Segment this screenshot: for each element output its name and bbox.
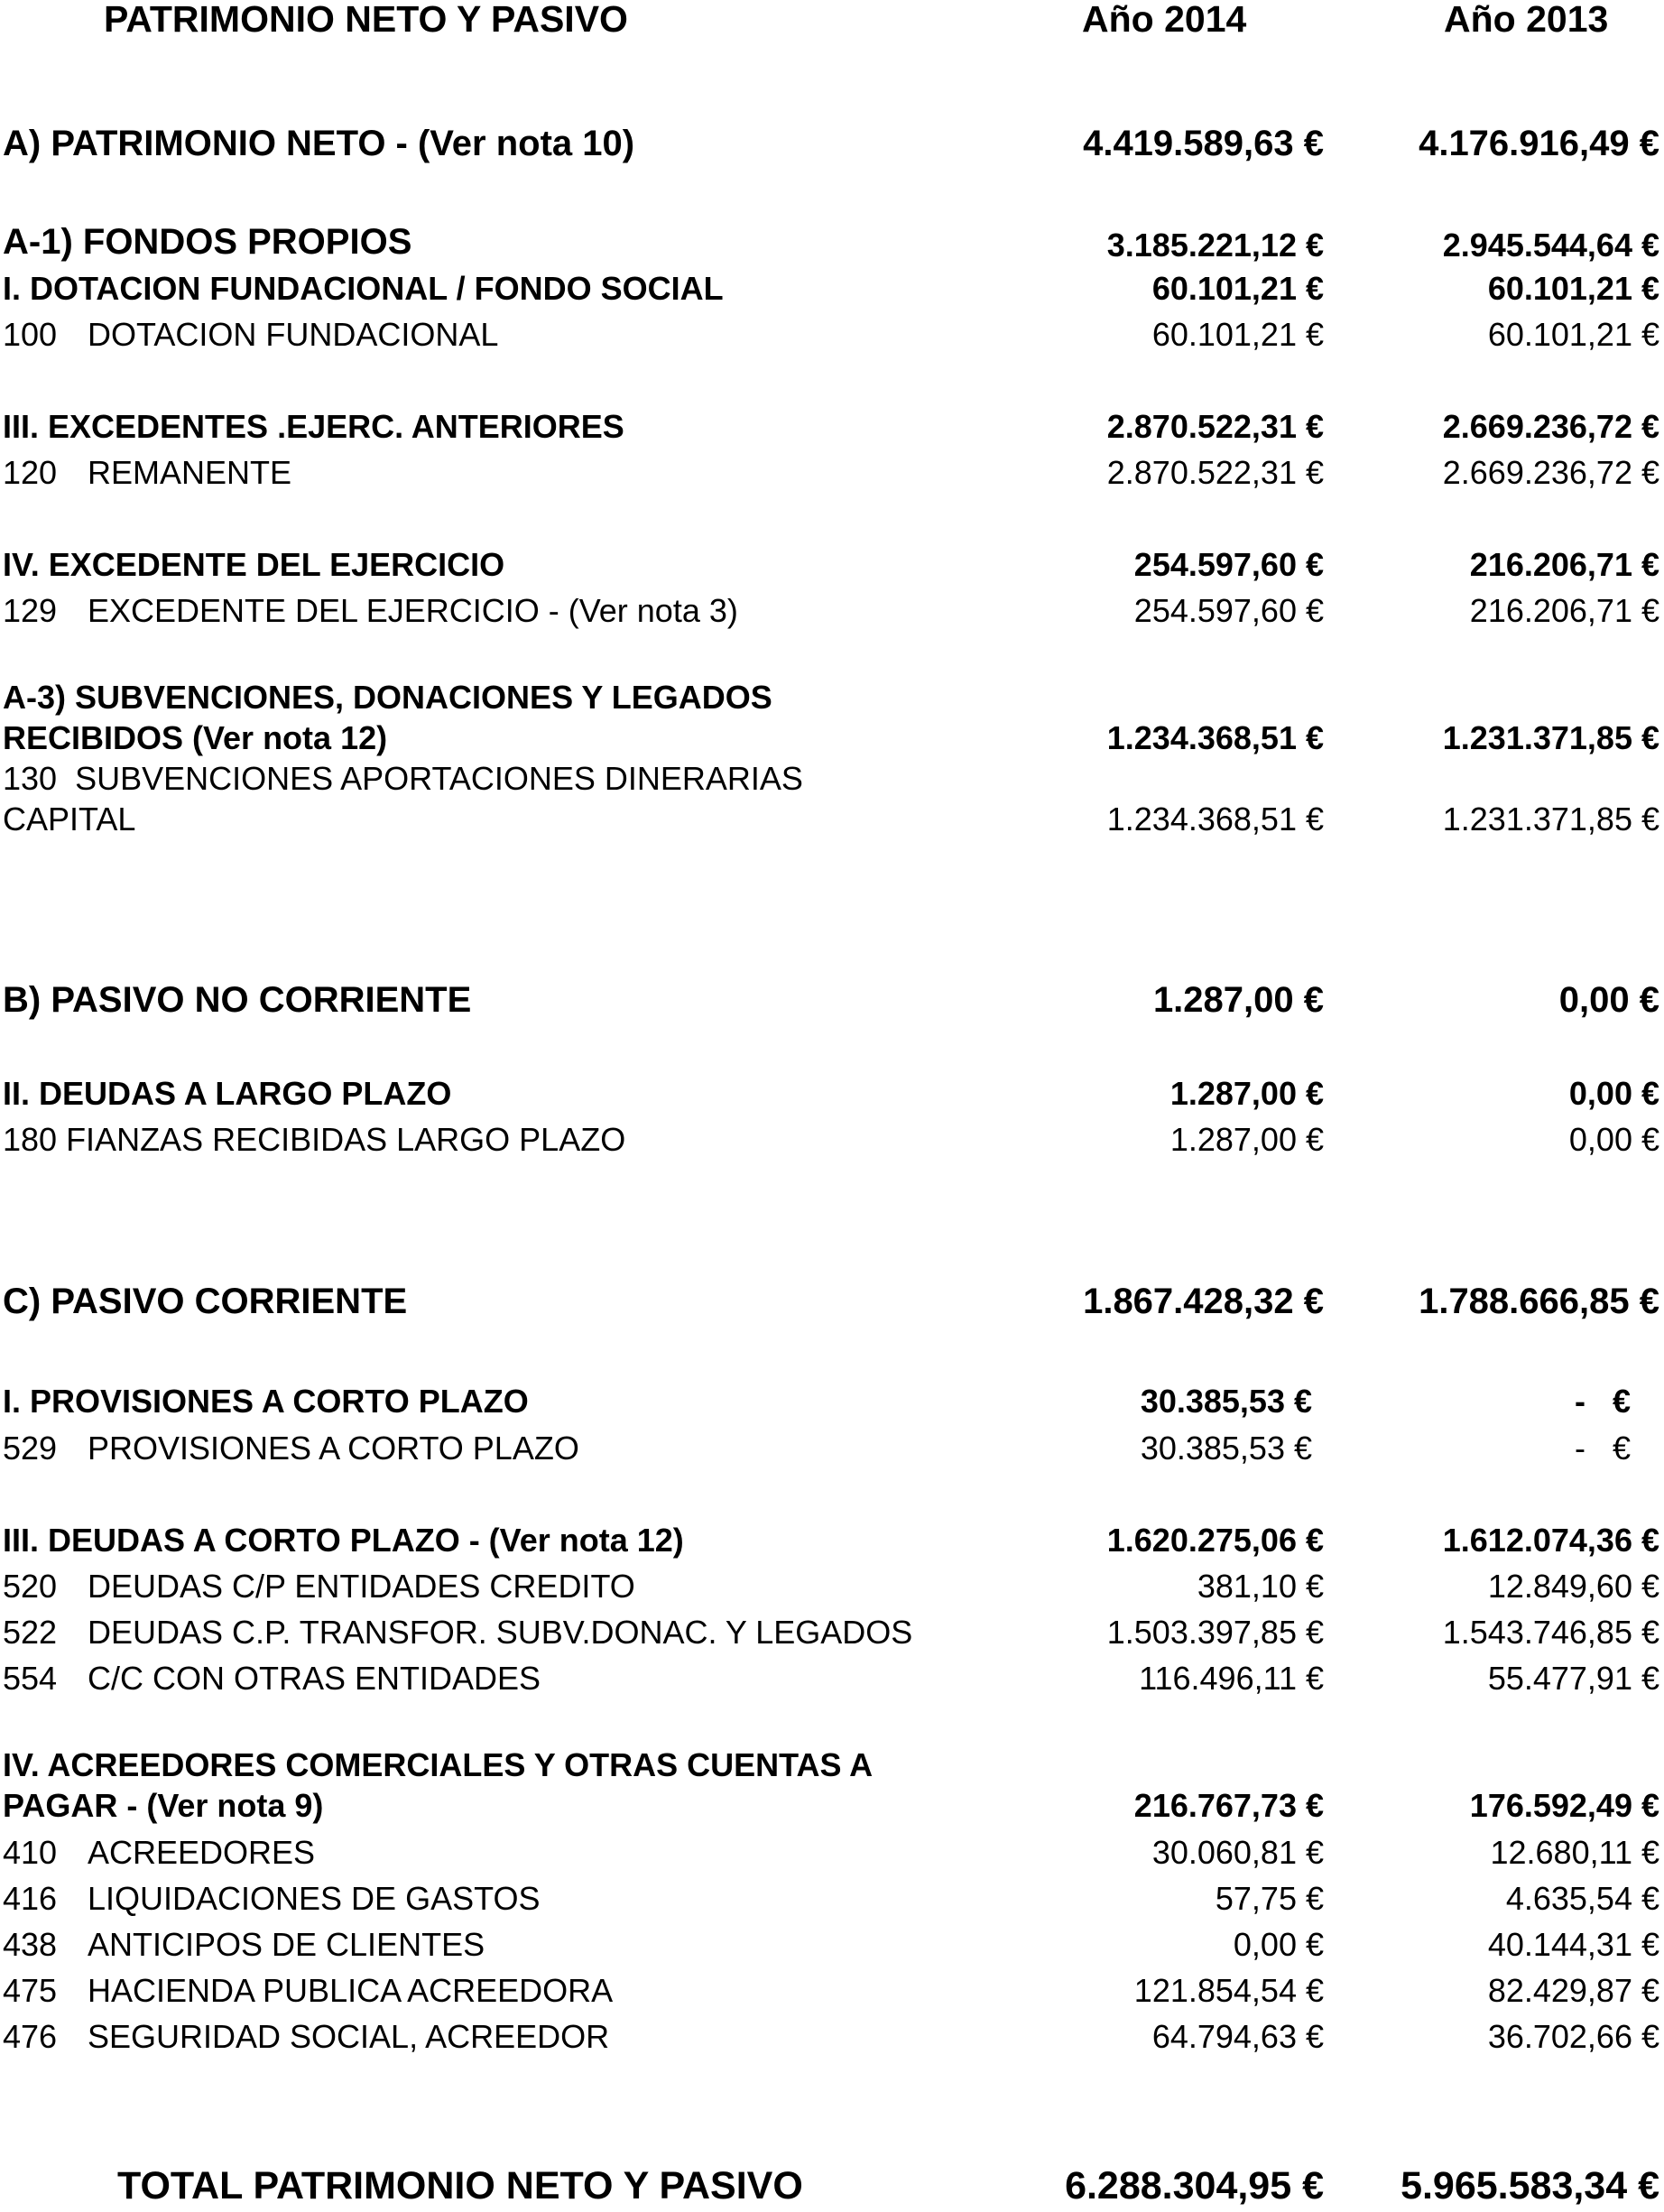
row-label-line2: PAGAR - (Ver nota 9)	[3, 1787, 324, 1824]
value-2014: 1.503.397,85 €	[1106, 1614, 1324, 1651]
value-2014: 3.185.221,12 €	[1106, 227, 1324, 264]
value-2013: 12.849,60 €	[1487, 1568, 1659, 1605]
account-code: 476	[3, 2018, 58, 2055]
account-label: DEUDAS C.P. TRANSFOR. SUBV.DONAC. Y LEGADOS	[88, 1614, 913, 1651]
value-2014: 60.101,21 €	[1151, 270, 1324, 307]
value-2014: 4.419.589,63 €	[1083, 124, 1324, 163]
value-2013: 4.635,54 €	[1505, 1880, 1659, 1917]
value-2014: 381,10 €	[1197, 1568, 1324, 1605]
value-2013: 1.788.666,85 €	[1419, 1282, 1659, 1321]
value-2014: 254.597,60 €	[1133, 546, 1324, 583]
value-2014: 1.234.368,51 €	[1106, 801, 1324, 838]
value-2014: 30.060,81 €	[1151, 1834, 1324, 1871]
value-2013: 2.669.236,72 €	[1442, 408, 1659, 445]
value-2014: 1.234.368,51 €	[1106, 719, 1324, 756]
value-2014: 1.620.275,06 €	[1106, 1522, 1324, 1559]
row-label: I. DOTACION FUNDACIONAL / FONDO SOCIAL	[3, 270, 724, 307]
value-2014: 1.287,00 €	[1169, 1075, 1324, 1112]
row-label: A) PATRIMONIO NETO - (Ver nota 10)	[3, 124, 635, 163]
value-2013: 216.206,71 €	[1469, 546, 1659, 583]
value-2013: 60.101,21 €	[1487, 316, 1659, 353]
total-value-2013: 5.965.583,34 €	[1401, 2164, 1659, 2207]
row-label-line1: IV. ACREEDORES COMERCIALES Y OTRAS CUENTAS A	[3, 1746, 874, 1783]
row-label: II. DEUDAS A LARGO PLAZO	[3, 1075, 452, 1112]
value-2013: 55.477,91 €	[1487, 1660, 1659, 1697]
value-2013: 1.612.074,36 €	[1442, 1522, 1659, 1559]
value-2013: 4.176.916,49 €	[1419, 124, 1659, 163]
value-2013: 216.206,71 €	[1469, 592, 1659, 629]
value-2014: 1.867.428,32 €	[1083, 1282, 1324, 1321]
value-2014: 116.496,11 €	[1139, 1660, 1324, 1697]
account-code: 475	[3, 1972, 58, 2009]
row-label-line2: RECIBIDOS (Ver nota 12)	[3, 719, 388, 756]
page-title: PATRIMONIO NETO Y PASIVO	[104, 0, 628, 40]
row-label: B) PASIVO NO CORRIENTE	[3, 980, 472, 1020]
account-code: 554	[3, 1660, 58, 1697]
value-2014: 57,75 €	[1215, 1880, 1324, 1917]
value-2013: 0,00 €	[1568, 1121, 1659, 1158]
value-2014: 216.767,73 €	[1133, 1787, 1324, 1824]
value-2014: 2.870.522,31 €	[1106, 408, 1324, 445]
column-header-2014: Año 2014	[1082, 0, 1247, 40]
value-2014: 121.854,54 €	[1133, 1972, 1324, 2009]
account-label-line2: CAPITAL	[3, 801, 136, 838]
account-label: PROVISIONES A CORTO PLAZO	[88, 1430, 579, 1467]
value-2013: 1.543.746,85 €	[1442, 1614, 1659, 1651]
account-label: DEUDAS C/P ENTIDADES CREDITO	[88, 1568, 635, 1605]
value-2013: - €	[1574, 1430, 1631, 1467]
value-2013: 0,00 €	[1558, 980, 1659, 1020]
account-label: C/C CON OTRAS ENTIDADES	[88, 1660, 541, 1697]
account-code: 416	[3, 1880, 58, 1917]
value-2014: 1.287,00 €	[1169, 1121, 1324, 1158]
value-2013: 40.144,31 €	[1487, 1926, 1659, 1963]
account-label-line1: 130 SUBVENCIONES APORTACIONES DINERARIAS	[3, 760, 803, 797]
account-label: HACIENDA PUBLICA ACREEDORA	[88, 1972, 614, 2009]
value-2013: 2.945.544,64 €	[1442, 227, 1659, 264]
value-2013: 1.231.371,85 €	[1442, 719, 1659, 756]
value-2013: 12.680,11 €	[1490, 1834, 1659, 1871]
row-label: IV. EXCEDENTE DEL EJERCICIO	[3, 546, 505, 583]
value-2014: 30.385,53 €	[1140, 1430, 1312, 1467]
value-2014: 30.385,53 €	[1140, 1383, 1312, 1420]
value-2013: 1.231.371,85 €	[1442, 801, 1659, 838]
account-code: 520	[3, 1568, 58, 1605]
row-label: A-1) FONDOS PROPIOS	[3, 222, 412, 262]
total-value-2014: 6.288.304,95 €	[1065, 2164, 1324, 2207]
value-2014: 1.287,00 €	[1152, 980, 1324, 1020]
account-code: 120	[3, 454, 58, 491]
account-code: 522	[3, 1614, 58, 1651]
total-label: TOTAL PATRIMONIO NETO Y PASIVO	[117, 2164, 803, 2207]
account-code: 100	[3, 316, 58, 353]
account-code: 529	[3, 1430, 58, 1467]
account-code: 438	[3, 1926, 58, 1963]
value-2013: 176.592,49 €	[1469, 1787, 1659, 1824]
account-label: EXCEDENTE DEL EJERCICIO - (Ver nota 3)	[88, 592, 738, 629]
value-2014: 254.597,60 €	[1133, 592, 1324, 629]
account-label: REMANENTE	[88, 454, 292, 491]
value-2014: 0,00 €	[1233, 1926, 1324, 1963]
value-2014: 60.101,21 €	[1151, 316, 1324, 353]
value-2013: 82.429,87 €	[1487, 1972, 1659, 2009]
account-label: 180 FIANZAS RECIBIDAS LARGO PLAZO	[3, 1121, 626, 1158]
column-header-2013: Año 2013	[1444, 0, 1609, 40]
account-label: DOTACION FUNDACIONAL	[88, 316, 499, 353]
account-code: 129	[3, 592, 58, 629]
row-label: III. EXCEDENTES .EJERC. ANTERIORES	[3, 408, 624, 445]
row-label: C) PASIVO CORRIENTE	[3, 1282, 408, 1321]
value-2014: 2.870.522,31 €	[1106, 454, 1324, 491]
account-label: ACREEDORES	[88, 1834, 316, 1871]
account-label: SEGURIDAD SOCIAL, ACREEDOR	[88, 2018, 610, 2055]
value-2013: 2.669.236,72 €	[1442, 454, 1659, 491]
value-2013: 0,00 €	[1568, 1075, 1659, 1112]
account-label: ANTICIPOS DE CLIENTES	[88, 1926, 485, 1963]
value-2013: 36.702,66 €	[1487, 2018, 1659, 2055]
account-label: LIQUIDACIONES DE GASTOS	[88, 1880, 541, 1917]
value-2013: 60.101,21 €	[1487, 270, 1659, 307]
account-code: 410	[3, 1834, 58, 1871]
row-label-line1: A-3) SUBVENCIONES, DONACIONES Y LEGADOS	[3, 679, 772, 716]
row-label: III. DEUDAS A CORTO PLAZO - (Ver nota 12)	[3, 1522, 684, 1559]
row-label: I. PROVISIONES A CORTO PLAZO	[3, 1383, 529, 1420]
value-2013: - €	[1574, 1383, 1631, 1420]
value-2014: 64.794,63 €	[1151, 2018, 1324, 2055]
